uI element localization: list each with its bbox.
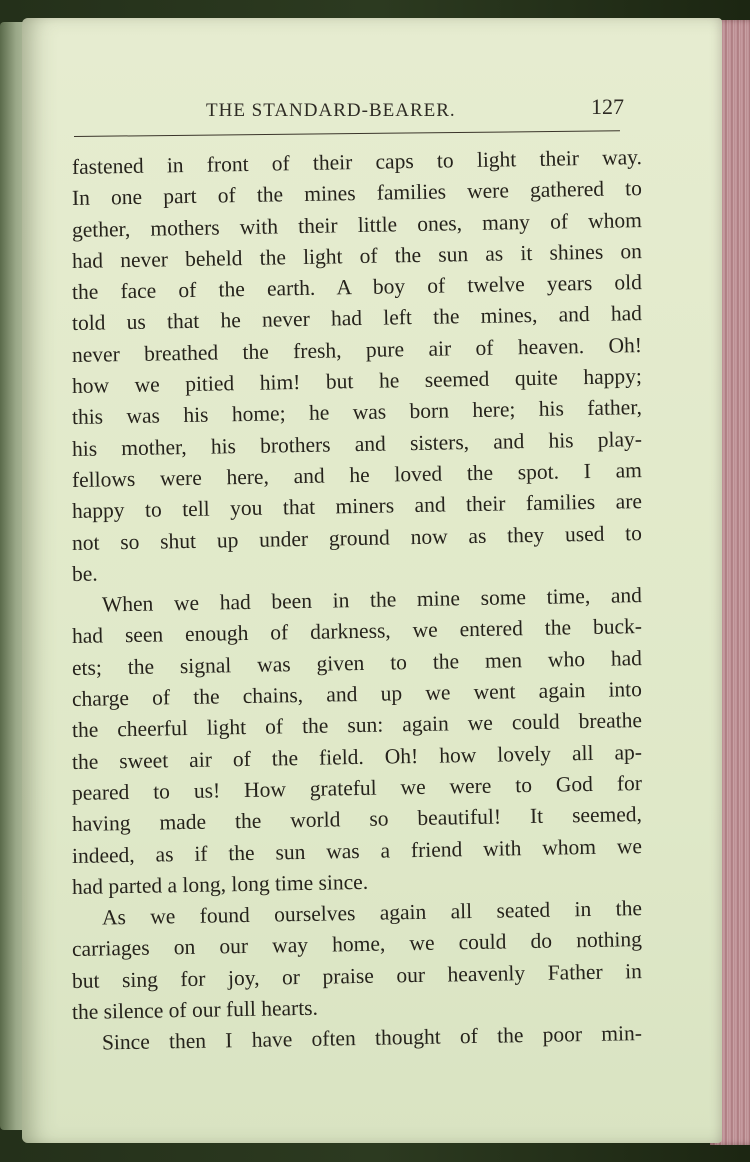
page-number: 127 xyxy=(591,94,624,119)
text-line: fellows were here, and he loved the spot. I am xyxy=(71,458,643,492)
text-line: fastened in front of their caps to light their way. xyxy=(71,145,643,179)
running-title: THE STANDARD-BEARER. xyxy=(206,100,456,121)
text-line: but sing for joy, or praise our heavenly Father in xyxy=(71,958,643,993)
body-text xyxy=(71,145,643,1060)
text-line: this was his home; he was born here; his father, xyxy=(71,395,643,430)
text-line: his mother, his brothers and sisters, and his play- xyxy=(71,426,643,461)
text-line: charge of the chains, and up we went again into xyxy=(71,677,643,712)
text-line: gether, mothers with their little ones, many of whom xyxy=(71,207,643,242)
text-line: peared to us! How grateful we were to God for xyxy=(71,770,643,805)
text-line: indeed, as if the sun was a friend with whom we xyxy=(71,833,643,868)
paragraph-start-line: As we found ourselves again all seated in the xyxy=(101,896,643,930)
text-line: having made the world so beautiful! It seemed, xyxy=(71,802,643,837)
text-line: happy to tell you that miners and their families are xyxy=(71,489,643,524)
text-line: not so shut up under ground now as they used to xyxy=(71,520,643,555)
text-line: the sweet air of the field. Oh! how lovely all ap- xyxy=(71,739,643,774)
text-line: In one part of the mines families were gathered to xyxy=(71,176,643,211)
text-line: the silence of our full hearts. xyxy=(71,995,319,1025)
text-line: never breathed the fresh, pure air of heaven. Oh! xyxy=(71,332,643,367)
paragraph-start-line: Since then I have often thought of the poor min- xyxy=(101,1021,643,1055)
text-line: told us that he never had left the mines, and had xyxy=(71,301,643,336)
text-line: how we pitied him! but he seemed quite happy; xyxy=(71,364,643,399)
page-header xyxy=(72,88,628,128)
text-line: had parted a long, long time since. xyxy=(71,869,369,899)
text-line: carriages on our way home, we could do nothing xyxy=(71,927,643,962)
text-line: had seen enough of darkness, we entered the buck- xyxy=(71,614,643,649)
text-line: the cheerful light of the sun: again we could breathe xyxy=(71,708,643,743)
text-line: ets; the signal was given to the men who had xyxy=(71,645,643,680)
text-line: the face of the earth. A boy of twelve years old xyxy=(71,270,643,305)
text-line: had never beheld the light of the sun as it shines on xyxy=(71,238,643,273)
text-line: be. xyxy=(71,561,98,586)
paragraph-start-line: When we had been in the mine some time, and xyxy=(101,583,643,617)
